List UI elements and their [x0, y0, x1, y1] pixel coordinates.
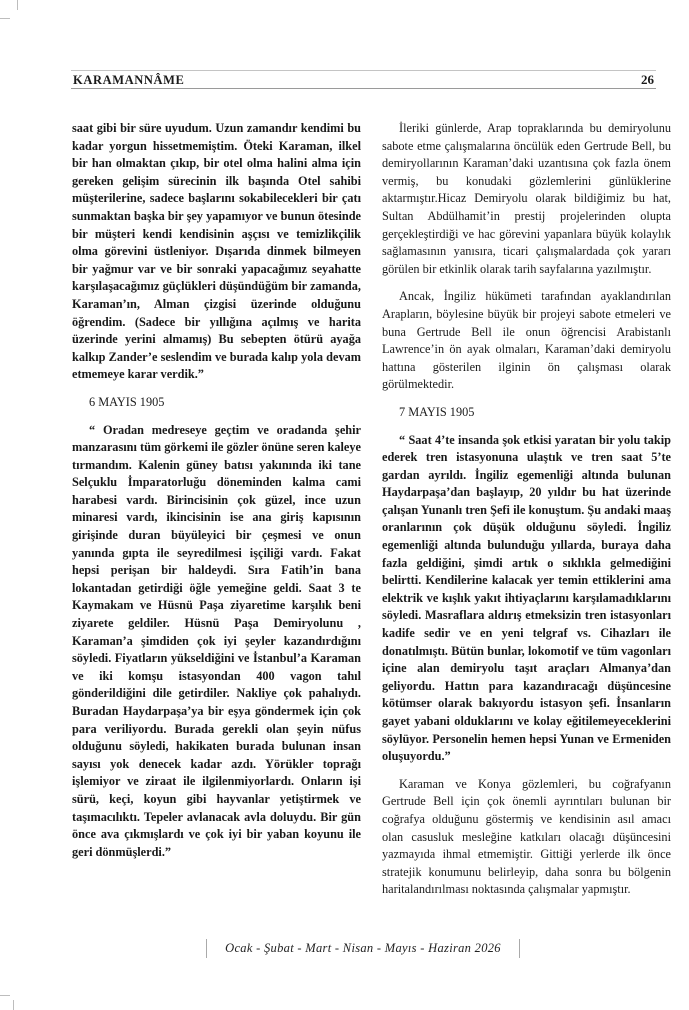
- paragraph: “ Oradan medreseye geçtim ve oradanda şehir manzarasını tüm görkemi ile gözler önüne seren kaleye tırmandım. Kalenin güney batısı yakınında iki tane Selçuklu İmparatorluğu döneminden kalma cami harabesi vardı. Birincisinin çok güzel, ince uzun minaresi vardı, ikincisinin ise ana giriş kapısının girişinde duran büyüleyici bir çeşmesi ve onun yanında gıpta ile seyredilmesi işçiliği vardı. Fakat hepsi perişan bir haldeydi. Sıra Fatih’in bana lokantadan getirdiği öğle yemeğine geldi. Saat 3 te Kaymakam ve Hüsnü Paşa ziyaretime karşılık beni ziyarete geldiler. Hüsnü Paşa Demiryolunu , Karaman’a şimdiden çok iyi şeyler kazandırdığını söyledi. Fiyatların yükseldiğini ve İstanbul’a Karaman ve iki komşu istasyondan 400 vagon tahıl gönderildiğini dile getirdiler. Nakliye çok pahalıydı. Buradan Haydarpaşa’ya bir eşya göndermek için çok para veriliyordu. Burada gerekli olan şeyin nüfus olduğunu söyledi, hakikaten burada bulunan insan sayısı yok denecek kadar azdı. Yörükler toprağı işlemiyor ve ziraat ile ilgilenmiyorlardı. Onların işi sürü, keçi, koyun gibi hayvanlar yetiştirmek ve taşımacılıktı. Tepeler avlanacak avla doluydu. Bir gün önce ava çıkmışlardı ve çok iyi bir yaban koyunu ile geri dönmüşlerdi.”: [72, 422, 361, 859]
- paragraph: İleriki günlerde, Arap topraklarında bu demiryolunu sabote etme çalışmalarına öncülük eden Gertrude Bell, bu demiryollarının Karaman’daki uzantısına çok fazla önem vermiş, bu konudaki gözlemlerini günlüklerine aktarmıştır.Hicaz Demiryolu olarak bildiğimiz bu hat, Sultan Abdülhamit’in prestij projelerinden olupta gerçekleştirdiği ve hac görevini yapanlara büyük kolaylık sağlamasının yanısıra, ticari çalışmalardada çok yararı görülen bir etkinlik olarak tarih sayfalarına yazılmıştır.: [382, 121, 671, 276]
- issue-footer: Ocak - Şubat - Mart - Nisan - Mayıs - Haziran 2026: [206, 939, 520, 958]
- crop-mark-top-horizontal: [0, 18, 10, 19]
- crop-mark-bottom-vertical: [13, 1000, 14, 1010]
- running-header: [71, 70, 656, 89]
- paragraph: saat gibi bir süre uyudum. Uzun zamandır kendimi bu kadar yorgun hissetmemiştim. Öteki Karaman, ilkel bir han olmaktan çıkıp, bir otel olma halini alma için gereken gelişim sürecinin ilk başında Otel sahibi müşterilerine, sadece başlarını sokabilecekleri bir çatı sunmaktan başka bir şey yapamıyor ve bunun ötesinde bir müşteri kendi kendisinin aşçısı ve temizlikçilik olma görevini üstleniyor. Dışarıda dinmek bilmeyen bir yağmur var ve bir sonraki yapacağımız seyahatte karşılaşacağımız güçlükleri düşündüğüm bir zamanda, Karaman’ın, Alman çizgisi üzerinde olduğunu öğrendim. (Sadece bir yıllığına açılmış ve harita üzerinde yerini almamış) Bu sebepten ötürü ayağa kalkıp Zander’e seslendim ve burada kalıp yola devam etmemeye karar verdik.”: [72, 121, 361, 382]
- paragraph: “ Saat 4’te insanda şok etkisi yaratan bir yolu takip ederek tren istasyonuna ulaştık ve tren saat 5’te gardan ayrıldı. İngiliz egemenliği altında bulunan Haydarpaşa’dan başlayıp, 20 yıldır bu hat üzerinde çalışan Yunanlı tren Şefi ile konuştum. Şu andaki maaş oranlarının çok düşük olduğunu söyledi. İngiliz egemenliği altında bulunduğu yıllarda, buraya daha fazla geldiğini, şimdi artık o sıklıkla gelmediğini belirtti. Kendilerine kalacak yer temin ettiklerini ama elektrik ve kışlık yakıt ihtiyaçlarını karşılamadıklarını söyledi. Masraflara aldırış etmeksizin tren istasyonları kadife sedir ve en yeni telgraf vs. Cihazları ile donatılmıştı. Bütün bunlar, lokomotif ve tüm vagonları içine alan demiryolu taşıt araçları Almanya’dan geliyordu. Hattın para kazandıracağı düşüncesine kötümser olarak bakıyordu istasyon şefi. İnsanların gayet yabani olduklarını ve kolay eğitilemeyeceklerini söylüyor. Personelin hemen hepsi Yunan ve Ermeniden oluşuyordu.”: [382, 432, 671, 764]
- left-column: [72, 120, 361, 871]
- paragraph: Ancak, İngiliz hükümeti tarafından ayaklandırılan Arapların, böylesine büyük bir projeyi sabote etmeleri ve buna Gertrude Bell ile onun öğrencisi Arabistanlı Lawrence’in ön ayak olmaları, Karaman’daki demiryolu hattına gösterilen ilginin ön çalışması olarak görülmektedir.: [382, 289, 671, 392]
- diary-date: 7 MAYIS 1905: [399, 404, 475, 419]
- crop-mark-bottom-horizontal: [0, 995, 10, 996]
- diary-date: 6 MAYIS 1905: [89, 394, 165, 409]
- page-number: 26: [641, 72, 654, 87]
- journal-title: KARAMANNÂME: [73, 73, 185, 87]
- right-column: [382, 120, 671, 909]
- crop-mark-top-vertical: [17, 0, 18, 10]
- paragraph: Karaman ve Konya gözlemleri, bu coğrafyanın Gertrude Bell için çok önemli ayrıntıları bulunan bir coğrafya olduğunu göstermiş ve kendisinin asıl amacı olan casusluk mesleğine katkıları olacağı düşüncesini yazmayıda ihmal etmemiştir. Gittiği yerlerde ilk önce stratejik konumunu belirleyip, daha sonra bu bölgenin haritalandırılması noktasında çalışmalar yapmıştır.: [382, 776, 671, 897]
